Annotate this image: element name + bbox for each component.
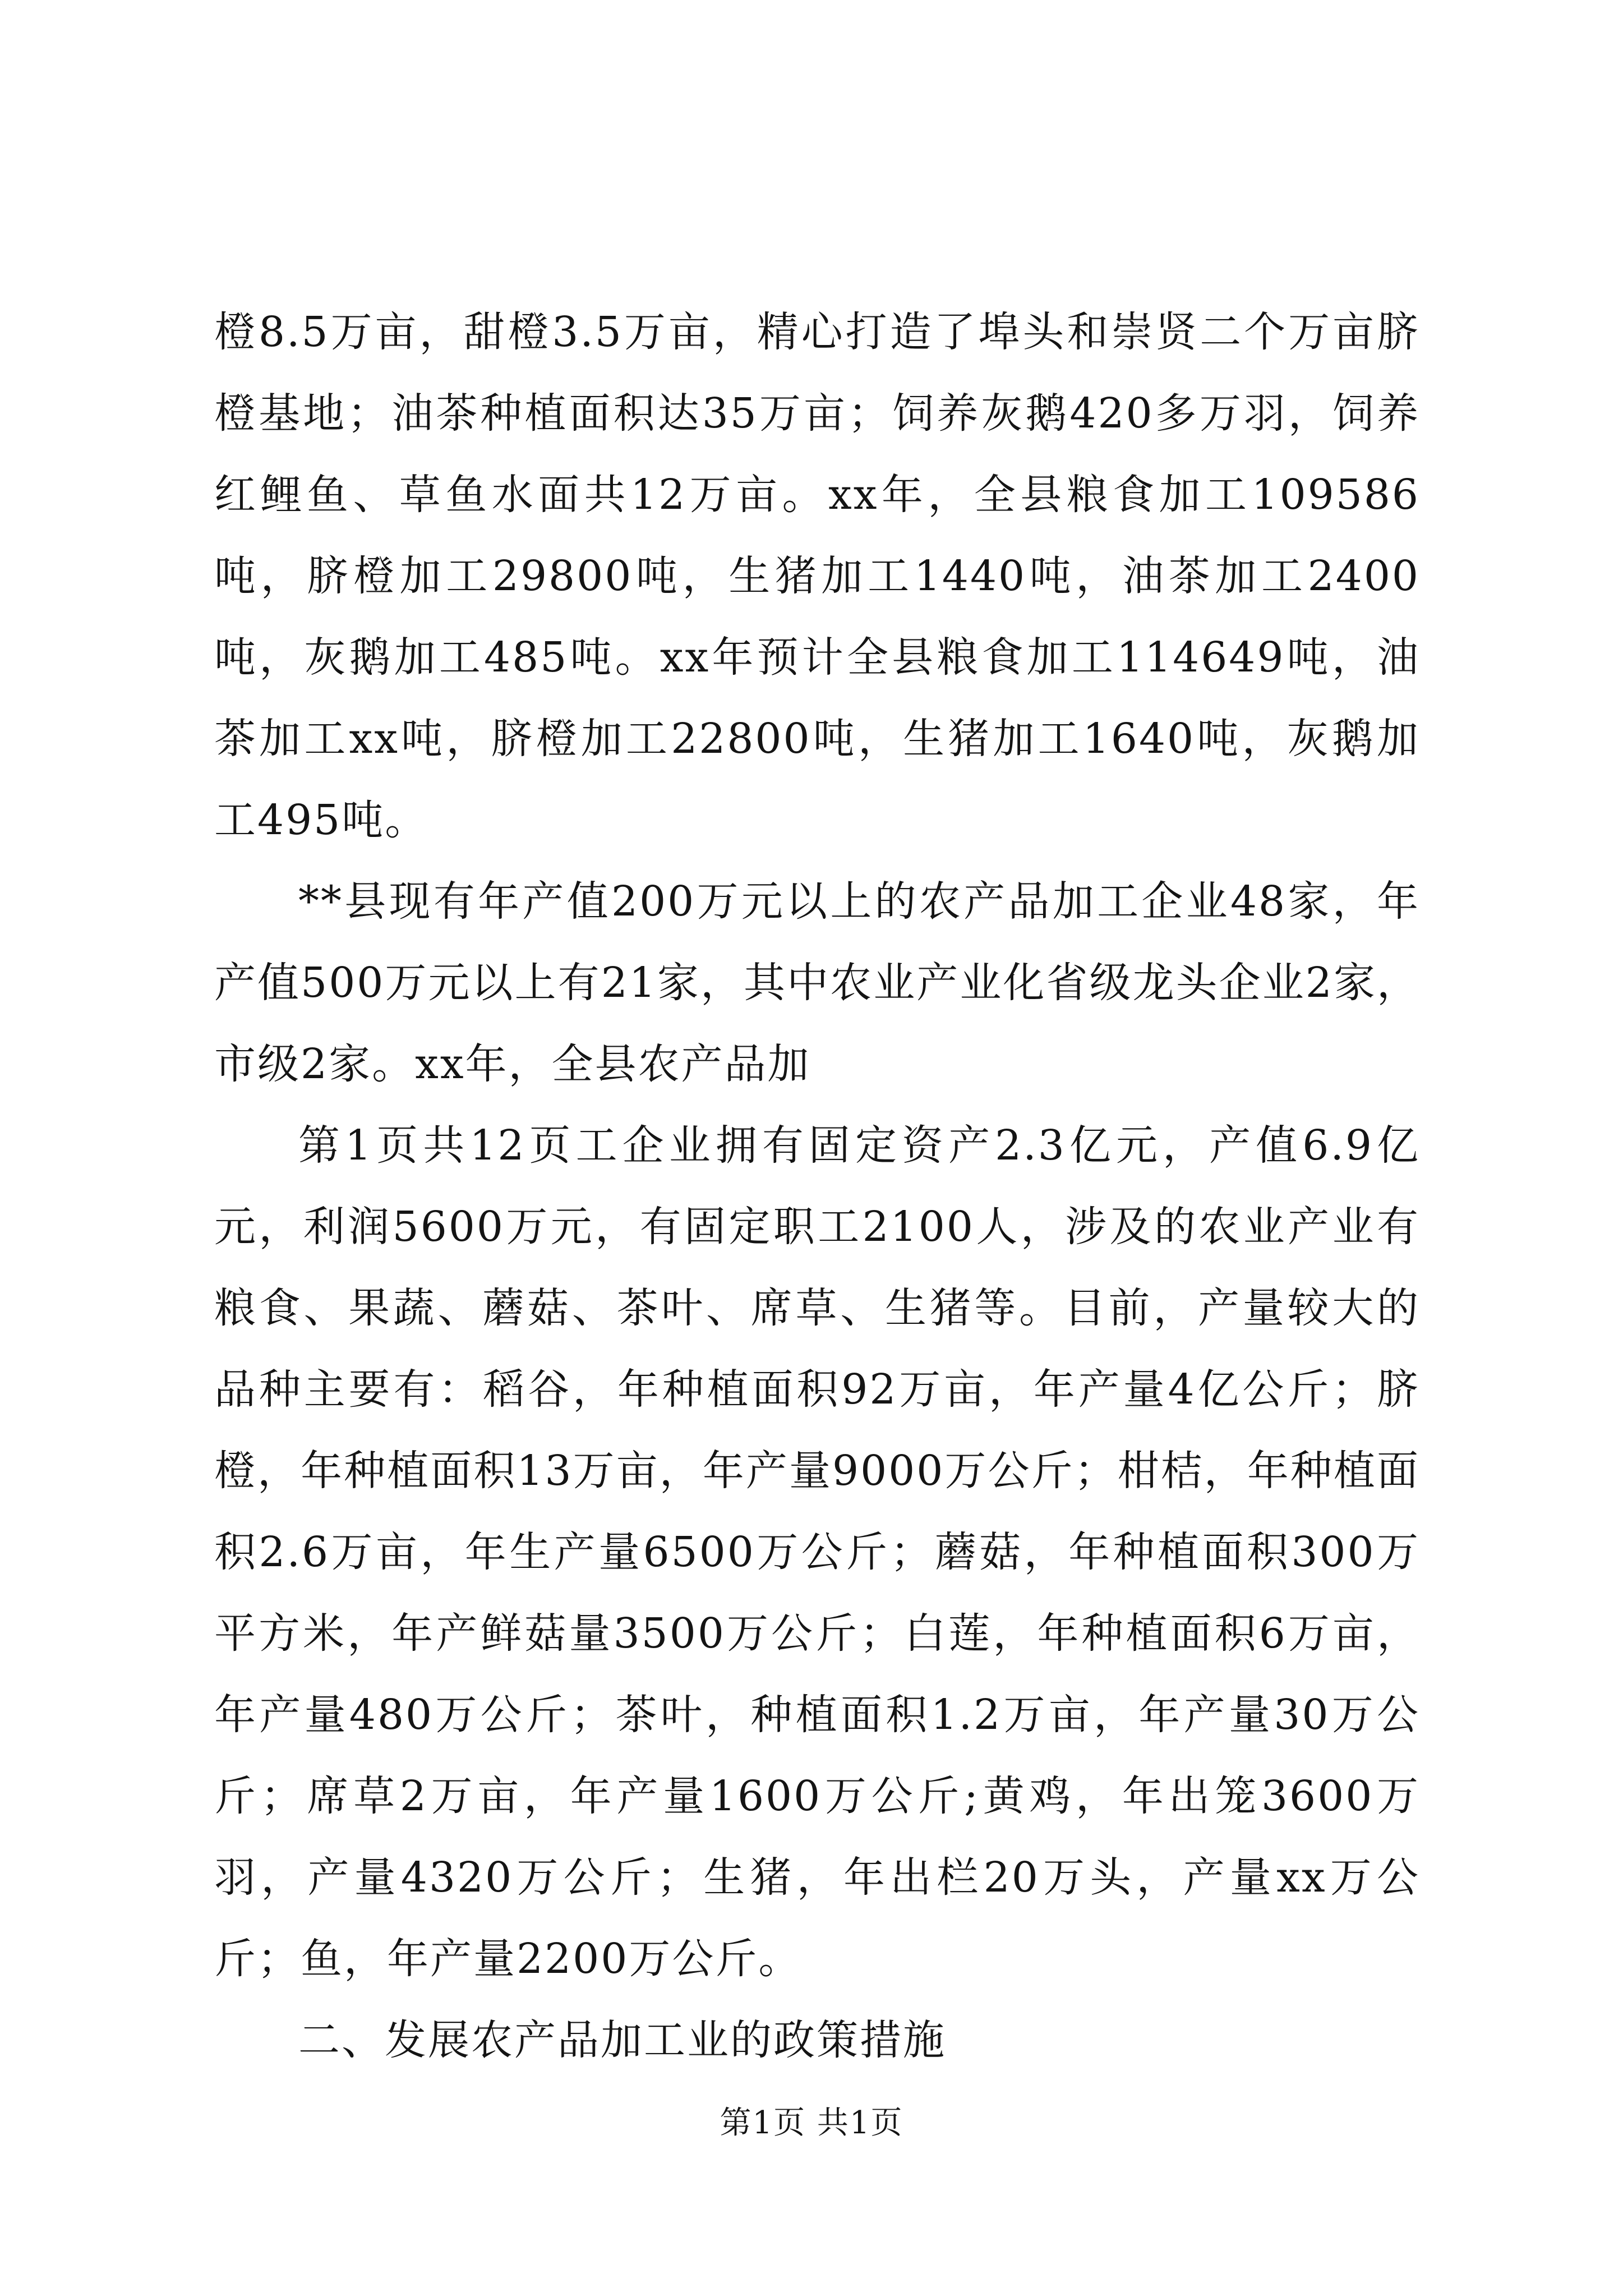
document-body	[214, 292, 1420, 2081]
section-heading: 二、发展农产品加工业的政策措施	[298, 2016, 946, 2064]
paragraph-continuation: 橙8.5万亩，甜橙3.5万亩，精心打造了埠头和崇贤二个万亩脐橙基地；油茶种植面积达35万亩；饲养灰鹅420多万羽，饲养红鲤鱼、草鱼水面共12万亩。xx年，全县粮食加工109586吨，脐橙加工29800吨，生猪加工1440吨，油茶加工2400吨，灰鹅加工485吨。xx年预计全县粮食加工114649吨，油茶加工xx吨，脐橙加工22800吨，生猪加工1640吨，灰鹅加工495吨。	[214, 308, 1420, 844]
paragraph-products: 第1页共12页工企业拥有固定资产2.3亿元，产值6.9亿元，利润5600万元，有固定职工2100人，涉及的农业产业有粮食、果蔬、蘑菇、茶叶、席草、生猪等。目前，产量较大的品种主要有：稻谷，年种植面积92万亩，年产量4亿公斤；脐橙，年种植面积13万亩，年产量9000万公斤；柑桔，年种植面积2.6万亩，年生产量6500万公斤；蘑菇，年种植面积300万平方米，年产鲜菇量3500万公斤；白莲，年种植面积6万亩，年产量480万公斤；茶叶，种植面积1.2万亩，年产量30万公斤；席草2万亩，年产量1600万公斤;黄鸡，年出笼3600万羽，产量4320万公斤；生猪，年出栏20万头，产量xx万公斤；鱼，年产量2200万公斤。	[214, 1121, 1420, 1983]
paragraph-enterprises: **县现有年产值200万元以上的农产品加工企业48家，年产值500万元以上有21家，其中农业产业化省级龙头企业2家，市级2家。xx年，全县农产品加	[214, 877, 1420, 1088]
page-footer: 第1页 共1页	[720, 2105, 903, 2141]
